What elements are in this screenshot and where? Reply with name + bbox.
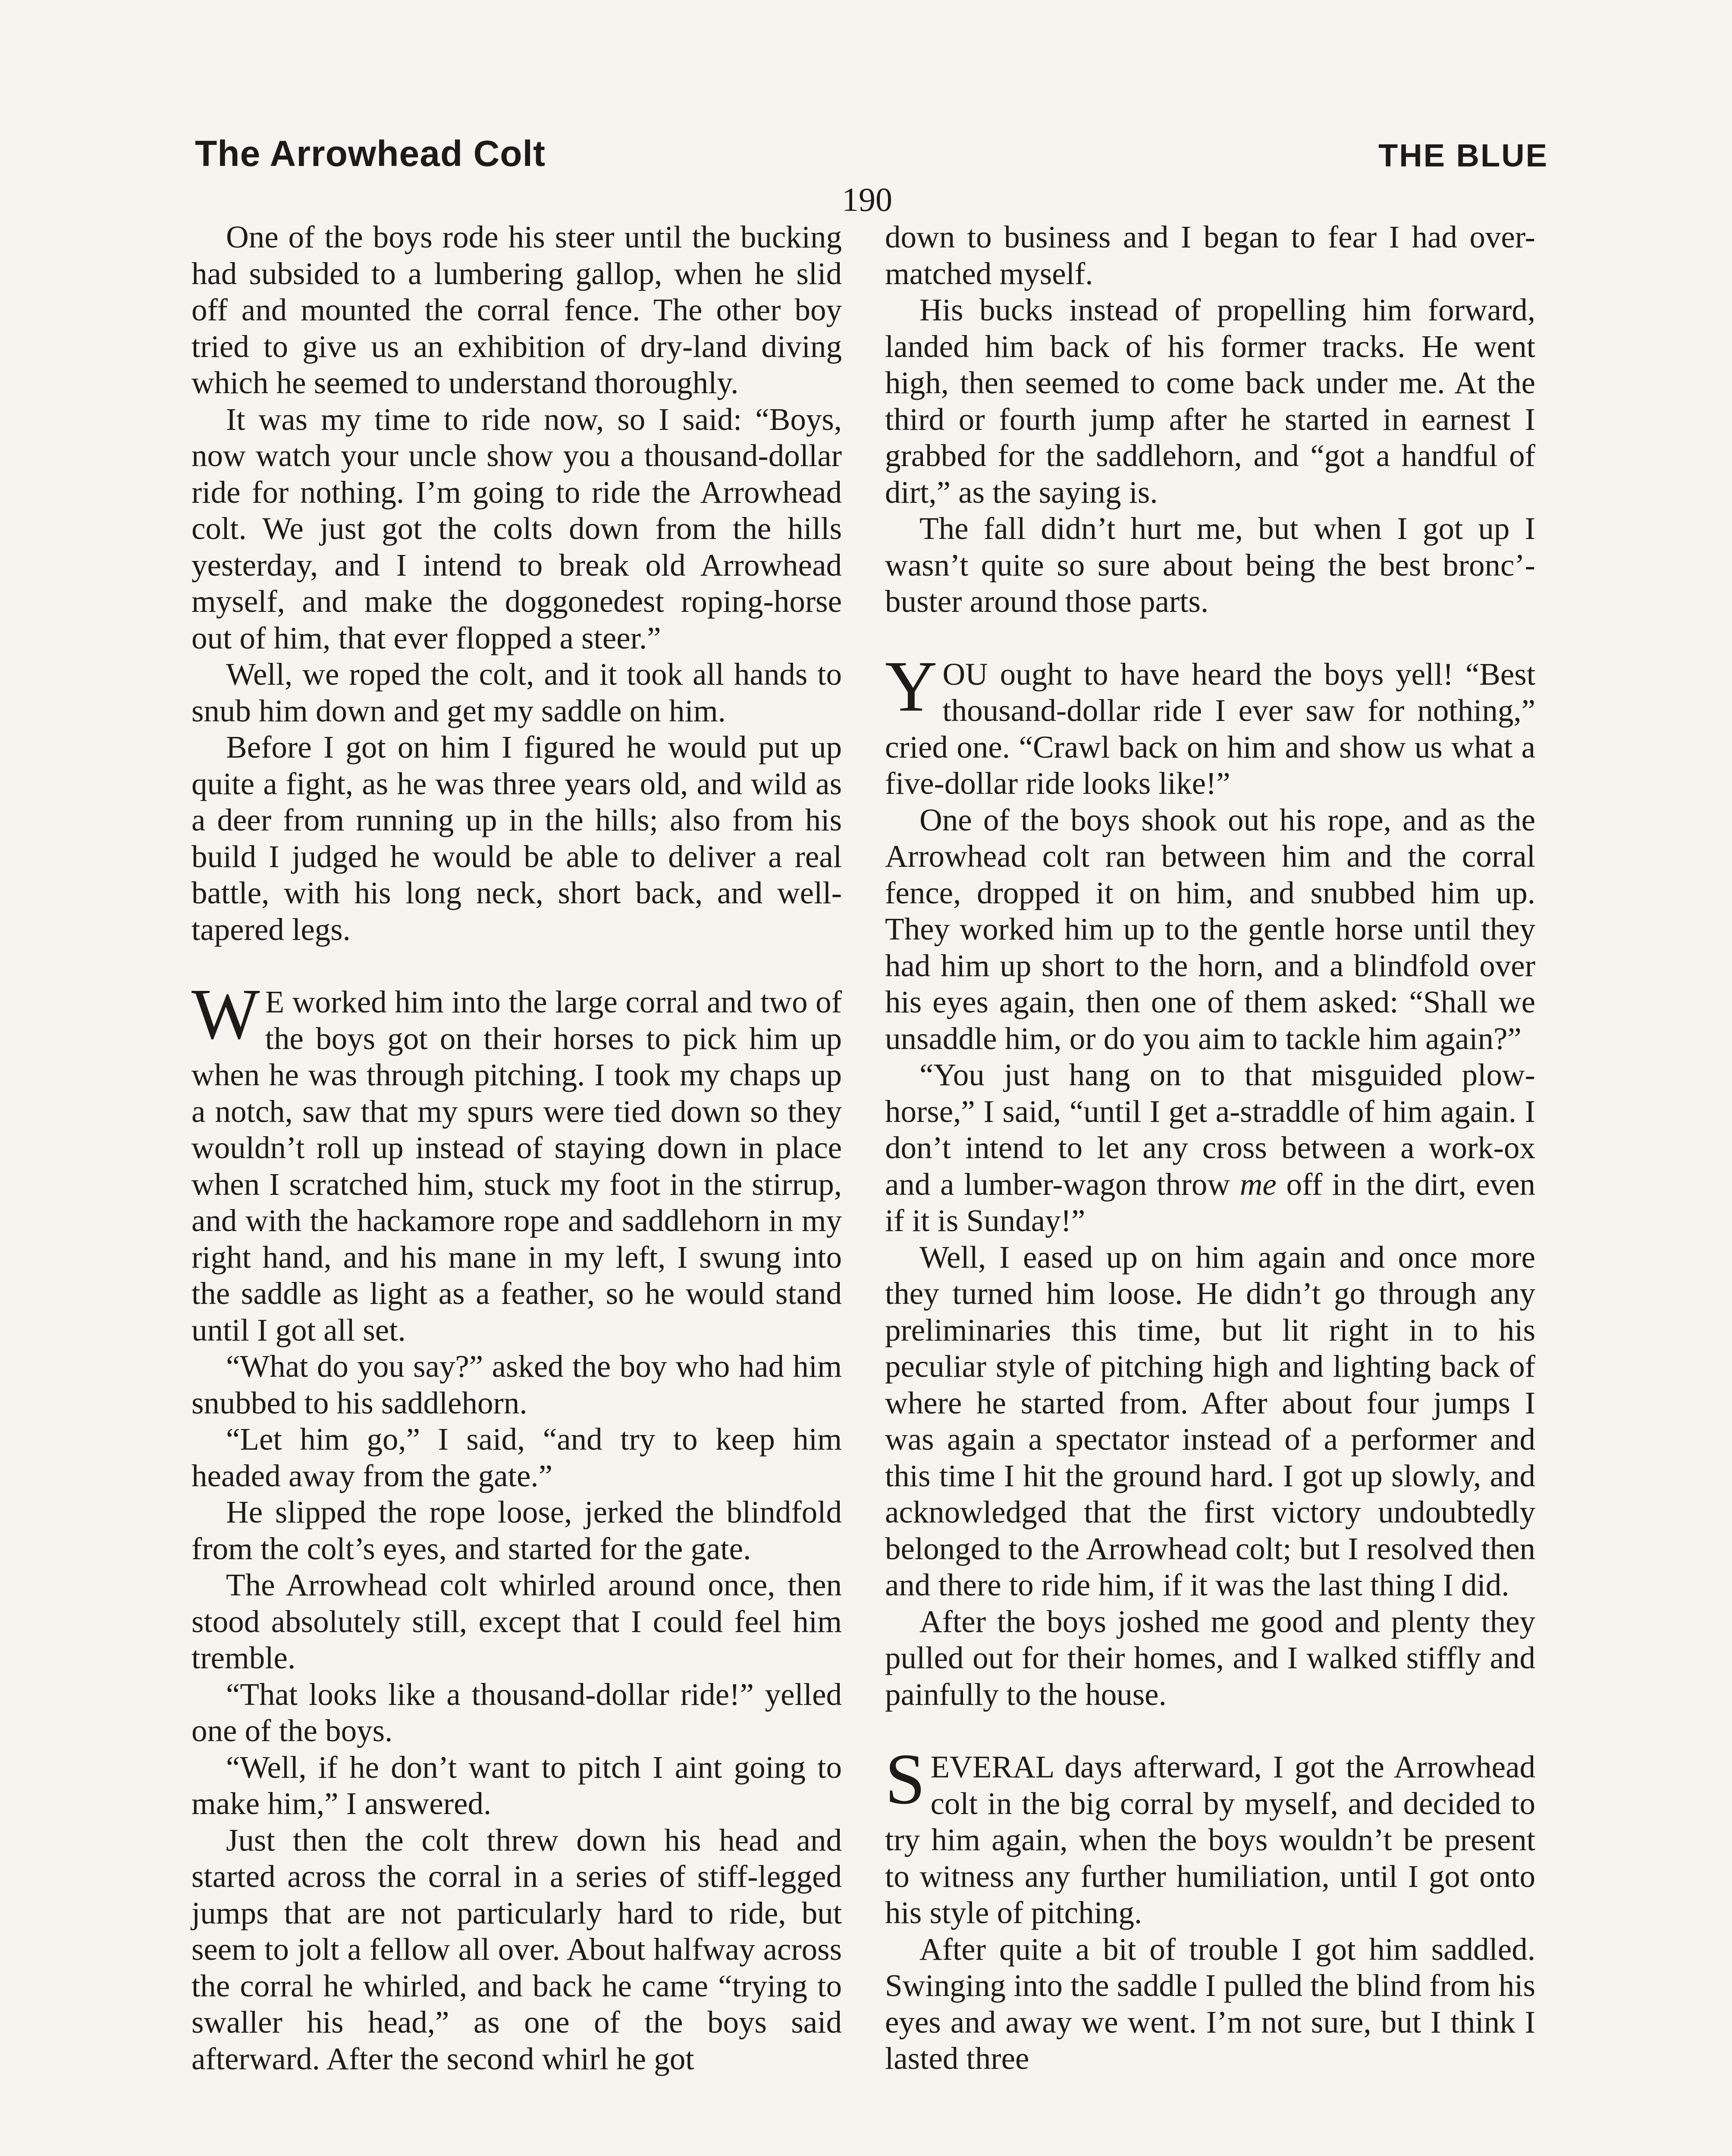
paragraph: One of the boys shook out his rope, and as the Arrowhead colt ran between him and the corral fence, dropped it on him, and snubbed him up. They worked him up to the gentle horse until they had him up short to the horn, and a blindfold over his eyes again, then one of them asked: “Shall we unsaddle him, or do you aim to tackle him again?” — [885, 802, 1535, 1056]
section-opening-paragraph — [885, 646, 1535, 802]
paragraph: “Well, if he don’t want to pitch I aint going to make him,” I answered. — [191, 1749, 842, 1821]
drop-cap: S — [885, 1739, 926, 1819]
paragraph: The Arrowhead colt whirled around once, then stood absolutely still, except that I could feel him tremble. — [191, 1567, 842, 1675]
section-break — [191, 948, 842, 984]
paragraph: Just then the colt threw down his head and started across the corral in a series of stiff-legged jumps that are not particularly hard to ride, but seem to jolt a fellow all over. About halfway across the corral he whirled, and back he came “trying to swaller his head,” as one of the boys said afterward. After the second whirl he got — [191, 1822, 842, 2076]
magazine-name: THE BLUE — [1378, 138, 1548, 173]
left-column — [191, 219, 842, 2077]
paragraph: One of the boys rode his steer until the bucking had subsided to a lumbering gallop, when he slid off and mounted the corral fence. The other boy tried to give us an exhibition of dry-land diving which he seemed to understand thoroughly. — [191, 219, 842, 400]
section-break — [885, 620, 1535, 656]
page-number: 190 — [842, 181, 892, 218]
paragraph: “Let him go,” I said, “and try to keep him headed away from the gate.” — [191, 1422, 842, 1493]
right-column — [885, 219, 1535, 2077]
story-title: The Arrowhead Colt — [195, 133, 546, 174]
paragraph-text: off in the dirt, even if it is Sunday!” — [885, 1166, 1535, 1238]
paragraph: After quite a bit of trouble I got him saddled. Swinging into the saddle I pulled the blind from his eyes and away we went. I’m not sure, but I think I lasted three — [885, 1931, 1535, 2076]
italic-word: me — [1239, 1166, 1277, 1202]
paragraph-text: EVERAL days afterward, I got the Arrowhead colt in the big corral by myself, and decided to try him again, when the boys wouldn’t be present to witness any further humiliation, until I got onto his style of pitching. — [885, 1749, 1535, 1930]
paragraph: It was my time to ride now, so I said: “Boys, now watch your uncle show you a thousand-dollar ride for nothing. I’m going to ride the Arrowhead colt. We just got the colts down from the hills yesterday, and I intend to break old Arrowhead myself, and make the doggonedest roping-horse out of him, that ever flopped a steer.” — [191, 401, 842, 655]
paragraph-continued: down to business and I began to fear I had over-matched myself. — [885, 219, 1535, 291]
section-break — [885, 1713, 1535, 1749]
paragraph: The fall didn’t hurt me, but when I got up I wasn’t quite so sure about being the best bronc’-buster around those parts. — [885, 511, 1535, 619]
section-opening-paragraph — [191, 974, 842, 1348]
paragraph-text: OU ought to have heard the boys yell! “Best thousand-dollar ride I ever saw for nothing,” cried one. “Crawl back on him and show us what a five-dollar ride looks like!” — [885, 656, 1535, 801]
paragraph: “That looks like a thousand-dollar ride!” yelled one of the boys. — [191, 1677, 842, 1748]
paragraph: He slipped the rope loose, jerked the blindfold from the colt’s eyes, and started for the gate. — [191, 1495, 842, 1566]
paragraph: “What do you say?” asked the boy who had him snubbed to his saddlehorn. — [191, 1349, 842, 1420]
paragraph: His bucks instead of propelling him forward, landed him back of his former tracks. He went high, then seemed to come back under me. At the third or fourth jump after he started in earnest I grabbed for the saddlehorn, and “got a handful of dirt,” as the saying is. — [885, 292, 1535, 510]
paragraph — [885, 1057, 1535, 1239]
paragraph-text: “You just hang on to that misguided plow-horse,” I said, “until I get a-straddle of him again. I don’t intend to let any cross between a work-ox and a lumber-wagon throw — [885, 1057, 1535, 1202]
drop-cap: W — [191, 974, 260, 1054]
section-opening-paragraph — [885, 1739, 1535, 1931]
paragraph: Well, I eased up on him again and once more they turned him loose. He didn’t go through any preliminaries this time, but lit right in to his peculiar style of pitching high and lighting back of where he started from. After about four jumps I was again a spectator instead of a performer and this time I hit the ground hard. I got up slowly, and acknowledged that the first victory undoubtedly belonged to the Arrowhead colt; but I resolved then and there to ride him, if it was the last thing I did. — [885, 1239, 1535, 1602]
paragraph: After the boys joshed me good and plenty they pulled out for their homes, and I walked stiffly and painfully to the house. — [885, 1604, 1535, 1712]
paragraph: Before I got on him I figured he would put up quite a fight, as he was three years old, and wild as a deer from running up in the hills; also from his build I judged he would be able to deliver a real battle, with his long neck, short back, and well-tapered legs. — [191, 730, 842, 947]
paragraph-text: E worked him into the large corral and two of the boys got on their horses to pick him up when he was through pitching. I took my chaps up a notch, saw that my spurs were tied down so they wouldn’t roll up instead of staying down in place when I scratched him, stuck my foot in the stirrup, and with the hackamore rope and saddlehorn in my right hand, and his mane in my left, I swung into the saddle as light as a feather, so he would stand until I got all set. — [191, 984, 842, 1348]
paragraph: Well, we roped the colt, and it took all hands to snub him down and get my saddle on him. — [191, 657, 842, 728]
drop-cap: Y — [885, 646, 938, 727]
